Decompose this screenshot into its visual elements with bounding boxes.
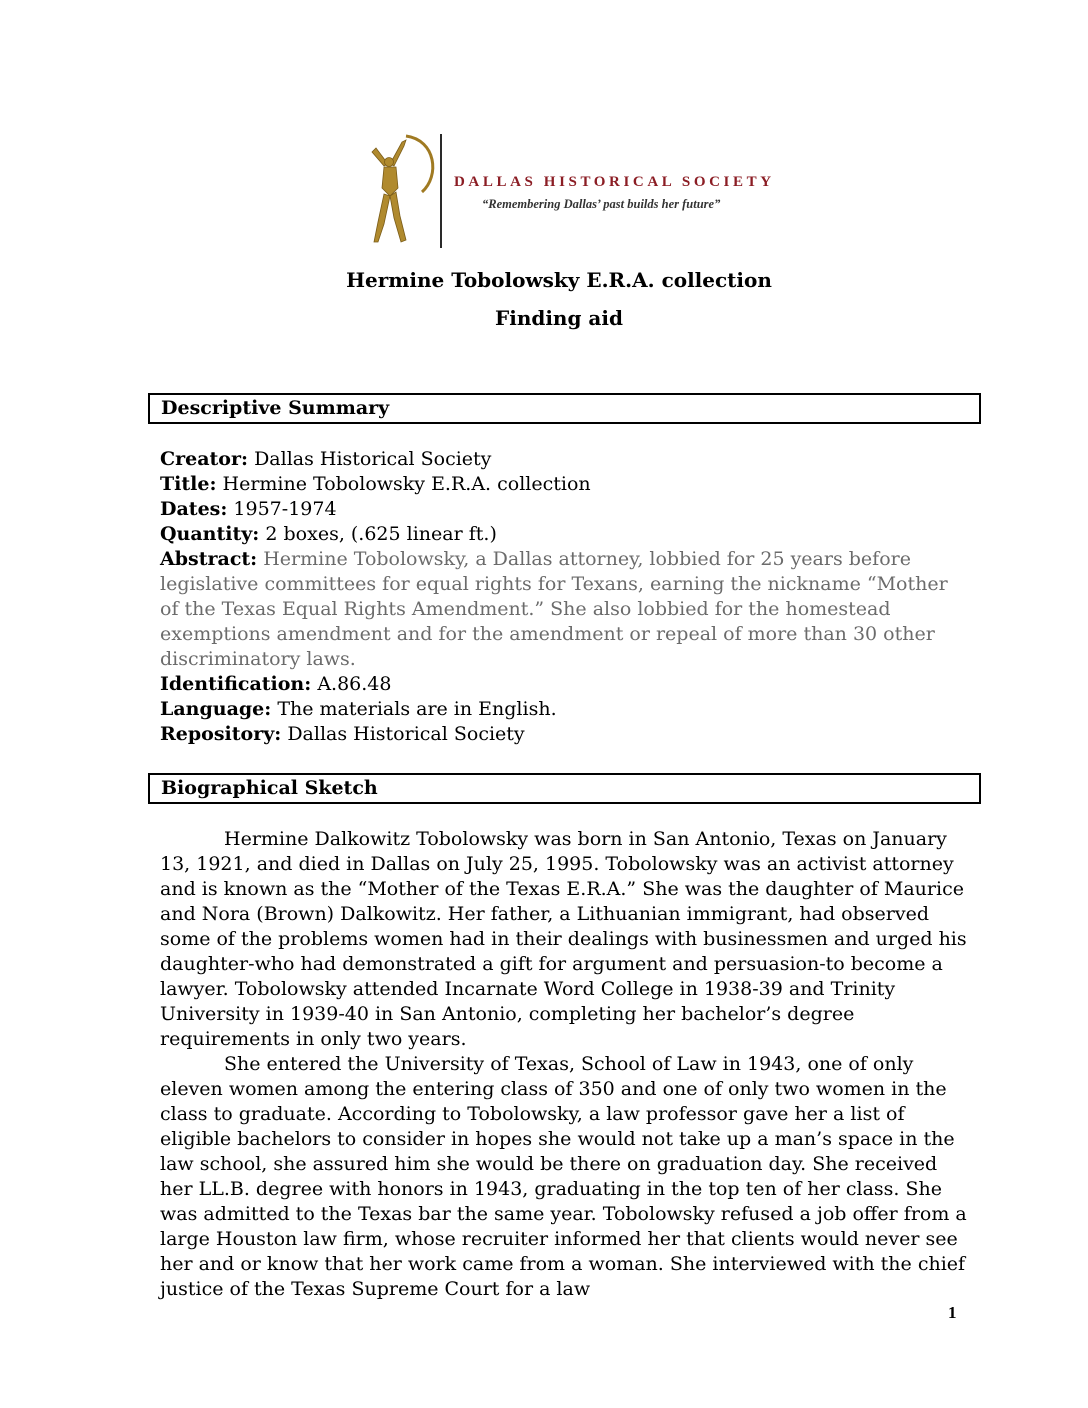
identification-value: A.86.48 — [317, 673, 392, 695]
title-row — [160, 472, 960, 497]
biography-paragraph: Hermine Dalkowitz Tobolowsky was born in San Antonio, Texas on January 13, 1921, and died in Dallas on July 25, 1995. Tobolowsky was an activist attorney and is known as the “Mother of the Texas E.R.A.” She was the daughter of Maurice and Nora (Brown) Dalkowitz. Her father, a Lithuanian immigrant, had observed some of the problems women had in their dealings with businessmen and urged his daughter-who had demonstrated a gift for argument and persuasion-to become a lawyer. Tobolowsky attended Incarnate Word College in 1938-39 and Trinity University in 1939-40 in San Antonio, completing her bachelor’s degree requirements in only two years. — [160, 828, 967, 1050]
quantity-label: Quantity: — [160, 523, 260, 545]
biographical-sketch-heading: Biographical Sketch — [148, 773, 981, 804]
document-subtitle: Finding aid — [495, 306, 623, 330]
biography-paragraph: She entered the University of Texas, School of Law in 1943, one of only eleven women among the entering class of 350 and one of only two women in the class to graduate. According to Tobolowsky, a law professor gave her a list of eligible bachelors to consider in hopes she would not take up a man’s space in the law school, she assured him she would be there on graduation day. She received her LL.B. degree with honors in 1943, graduating in the top ten of her class. She was admitted to the Texas bar the same year. Tobolowsky refused a job offer from a large Houston law firm, whose recruiter informed her that clients would never see her and or know that her work came from a woman. She interviewed with the chief justice of the Texas Supreme Court for a law — [160, 1053, 967, 1300]
logo-divider — [440, 134, 442, 248]
abstract-label: Abstract: — [160, 548, 258, 570]
page-number: 1 — [948, 1303, 957, 1322]
identification-label: Identification: — [160, 673, 312, 695]
logo-name: DALLAS HISTORICAL SOCIETY — [454, 174, 775, 190]
creator-value: Dallas Historical Society — [254, 448, 492, 470]
dates-row — [160, 497, 960, 522]
repository-value: Dallas Historical Society — [287, 723, 525, 745]
quantity-value: 2 boxes, (.625 linear ft.) — [265, 523, 497, 545]
title-value: Hermine Tobolowsky E.R.A. collection — [222, 473, 591, 495]
descriptive-summary-heading: Descriptive Summary — [148, 393, 981, 424]
identification-row — [160, 672, 960, 697]
dallas-historical-society-logo — [320, 128, 795, 252]
abstract-row — [160, 547, 960, 672]
dates-label: Dates: — [160, 498, 228, 520]
abstract-value: Hermine Tobolowsky, a Dallas attorney, lobbied for 25 years before legislative committees for equal rights for Texans, earning the nickname “Mother of the Texas Equal Rights Amendment.” She also lobbied for the homestead exemptions amendment and for the amendment or repeal of more than 30 other discriminatory laws. — [160, 548, 948, 670]
repository-row — [160, 722, 960, 747]
creator-label: Creator: — [160, 448, 249, 470]
quantity-row — [160, 522, 960, 547]
creator-row — [160, 447, 960, 472]
repository-label: Repository: — [160, 723, 282, 745]
language-value: The materials are in English. — [277, 698, 557, 720]
document-title: Hermine Tobolowsky E.R.A. collection — [346, 268, 772, 292]
dates-value: 1957-1974 — [233, 498, 337, 520]
descriptive-summary — [160, 447, 960, 747]
language-label: Language: — [160, 698, 272, 720]
archer-statue-icon — [344, 130, 444, 250]
logo-tagline: “Remembering Dallas’ past builds her future” — [482, 197, 721, 211]
language-row — [160, 697, 960, 722]
title-label: Title: — [160, 473, 217, 495]
